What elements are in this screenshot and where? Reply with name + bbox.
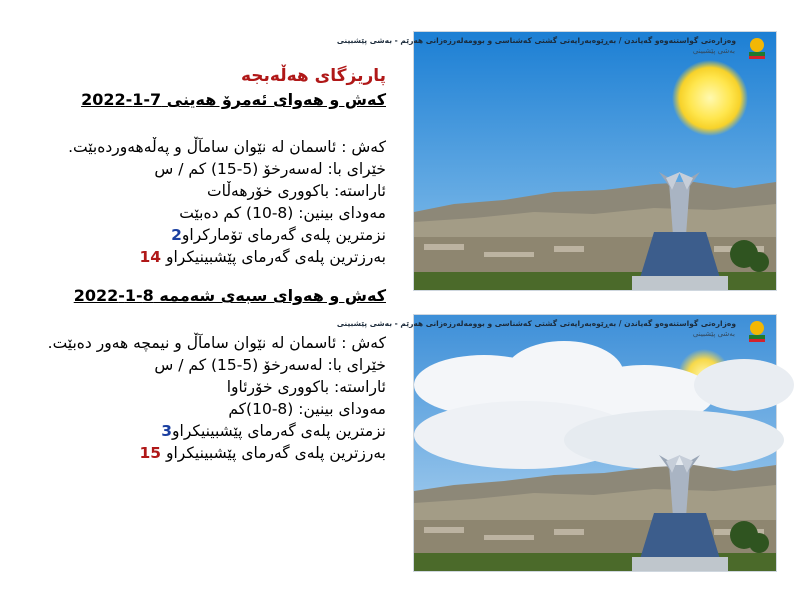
weather-image-today xyxy=(336,31,777,291)
min-temp-row xyxy=(48,420,386,442)
banner-subtitle: بەشی پێشبینی xyxy=(692,330,735,338)
visibility: مەودای بینین: (8-10) کم دەبێت xyxy=(179,204,386,222)
cloudy-scene-illustration xyxy=(414,315,776,571)
forecast-day-2 xyxy=(48,284,386,464)
min-temp-row xyxy=(68,224,386,246)
wind-direction: ئاراستە: باکووری خۆرئاوا xyxy=(226,378,386,396)
visibility: مەودای بینین: (8-10)کم xyxy=(228,400,386,418)
banner-subtitle: بەشی پێشبینی xyxy=(692,47,735,55)
kurdistan-emblem-icon xyxy=(744,35,770,61)
min-temp-label: نزمترین پلەی گەرمای تۆمارکراو xyxy=(181,226,386,244)
max-temp-label: بەرزترین پلەی گەرمای پێشبینیکراو xyxy=(165,248,386,266)
sun-icon xyxy=(672,60,748,136)
min-temp-value: 2 xyxy=(171,226,182,244)
ministry-banner-text: وەزارەتی گواستنەوەو گەیاندن / بەڕێوەبەرایەتی گشتی کەشناسی و بوومەلەرزەزانی هەرێم - بەشی پێشبینی xyxy=(336,319,736,328)
forecast-heading: کەش و هەوای سبەی شەممە 8-1-2022 xyxy=(73,286,386,305)
min-temp-label: نزمترین پلەی گەرمای پێشبینیکراو xyxy=(172,422,386,440)
sky-condition: کەش : ئاسمان لە نێوان سامآڵ و پەڵەهەوردەبێت. xyxy=(68,138,386,156)
page-title-block xyxy=(241,64,386,88)
sunny-scene-illustration xyxy=(414,32,776,290)
forecast-day-1 xyxy=(68,88,386,268)
page-title: پاریزگای هەڵەبجە xyxy=(240,66,386,86)
cloud-icon xyxy=(414,341,794,470)
max-temp-value: 14 xyxy=(139,248,162,266)
kurdistan-emblem-icon xyxy=(744,318,770,344)
min-temp-value: 3 xyxy=(161,422,173,440)
max-temp-value: 15 xyxy=(139,444,162,462)
wind-speed: خێرای با: لەسەرخۆ (5-15) کم / س xyxy=(154,356,386,374)
sky-condition: کەش : ئاسمان لە نێوان سامآڵ و نیمچە هەور دەبێت. xyxy=(47,334,386,352)
wind-direction: ئاراستە: باکووری خۆرهەڵات xyxy=(207,182,386,200)
max-temp-row xyxy=(68,246,386,268)
max-temp-row xyxy=(48,442,386,464)
ministry-banner-text: وەزارەتی گواستنەوەو گەیاندن / بەڕێوەبەرایەتی گشتی کەشناسی و بوومەلەرزەزانی هەرێم - بەشی پێشبینی xyxy=(336,36,736,45)
weather-image-tomorrow xyxy=(336,314,777,572)
forecast-heading: کەش و هەوای ئەمرۆ هەینی 7-1-2022 xyxy=(81,90,386,109)
max-temp-label: بەرزترین پلەی گەرمای پێشبینیکراو xyxy=(165,444,386,462)
wind-speed: خێرای با: لەسەرخۆ (5-15) کم / س xyxy=(154,160,386,178)
